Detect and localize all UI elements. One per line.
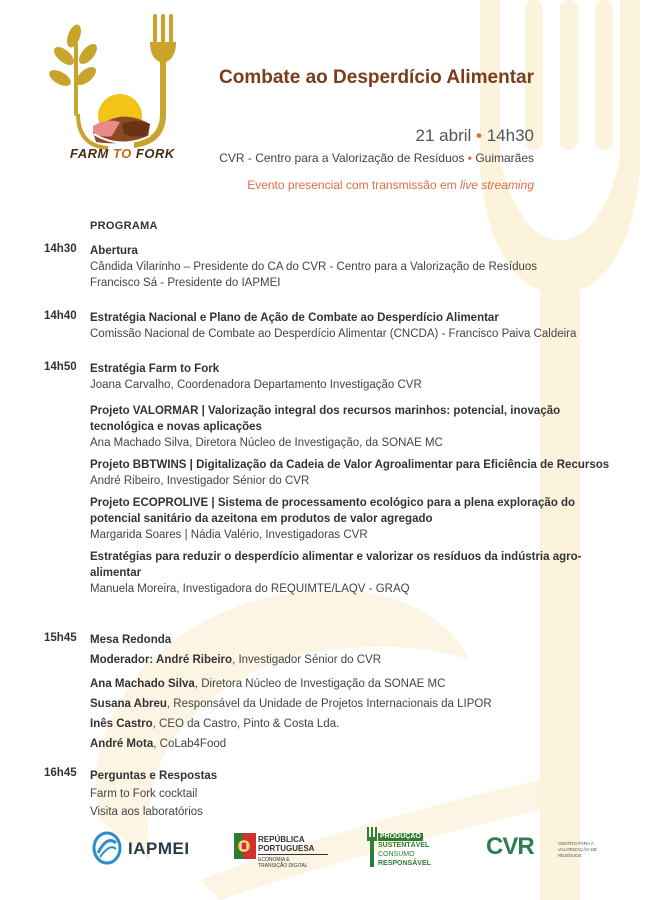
cvr-logo: CVR CENTRO PARA A VALORIZAÇÃO DE RESÍDUOS — [486, 833, 598, 860]
item-title: Estratégia Nacional e Plano de Ação de Combate ao Desperdício Alimentar — [90, 312, 499, 324]
item-title: Estratégia Farm to Fork — [90, 363, 220, 375]
logo-wordmark: FARM TO FORK — [70, 146, 175, 161]
project-title: Projeto BBTWINS | Digitalização da Cadeia de Valor Agroalimentar para Eficiência de Recursos — [90, 459, 610, 471]
panelist: André Mota, CoLab4Food — [90, 738, 227, 750]
item-title: Perguntas e Respostas — [90, 770, 218, 782]
fork-icon — [366, 827, 378, 867]
moderator: Moderador: André Ribeiro, Investigador Sénior do CVR — [90, 654, 382, 666]
event-venue: CVR - Centro para a Valorização de Resíduos • Guimarães — [219, 151, 534, 165]
time-slot: 16h45 — [44, 767, 77, 779]
sub-item — [90, 549, 610, 597]
sub-item — [90, 361, 610, 393]
programme-item-national-strategy — [90, 310, 610, 342]
iapmei-emblem-icon — [92, 831, 122, 865]
project-speaker: Ana Machado Silva, Diretora Núcleo de Investigação, da SONAE MC — [90, 437, 443, 449]
programme-item-farm-to-fork — [90, 361, 610, 597]
time-slot: 14h30 — [44, 243, 77, 255]
page-title: Combate ao Desperdício Alimentar — [219, 67, 534, 88]
project-speaker: André Ribeiro, Investigador Sénior do CVR — [90, 475, 310, 487]
item-line: Farm to Fork cocktail — [90, 788, 198, 800]
republica-portuguesa-logo: REPÚBLICA PORTUGUESA ECONOMIA E TRANSIÇÃO DIGITAL — [234, 829, 334, 871]
partner-logos — [0, 825, 656, 875]
programme-item-round-table — [90, 632, 610, 752]
programme-item-qa — [90, 767, 610, 821]
programme-heading: PROGRAMA — [90, 220, 158, 232]
item-speaker: Comissão Nacional de Combate ao Desperdício Alimentar (CNCDA) - Francisco Paiva Caldeira — [90, 328, 577, 340]
programme-item-opening — [90, 243, 610, 291]
item-speaker: Cândida Vilarinho – Presidente do CA do CVR - Centro para a Valorização de Resíduos — [90, 261, 538, 273]
project-title: Estratégias para reduzir o desperdício alimentar e valorizar os resíduos da indústria agro-alimentar — [90, 551, 582, 579]
event-datetime: 21 abril • 14h30 — [415, 126, 534, 145]
portugal-coat-of-arms-icon — [234, 833, 256, 859]
producao-sustentavel-logo: PRODUÇÃO SUSTENTÁVEL CONSUMO RESPONSÁVEL — [366, 825, 436, 873]
project-title: Projeto VALORMAR | Valorização integral dos recursos marinhos: potencial, inovação tecnológica e novas aplicações — [90, 405, 561, 433]
item-speaker: Francisco Sá - Presidente do IAPMEI — [90, 277, 281, 289]
iapmei-logo: IAPMEI — [92, 831, 202, 867]
panelist: Susana Abreu, Responsável da Unidade de Projetos Internacionais da LIPOR — [90, 698, 492, 710]
sub-item — [90, 457, 610, 489]
project-speaker: Margarida Soares | Nádia Valério, Investigadoras CVR — [90, 529, 368, 541]
sub-item — [90, 495, 610, 543]
farm-to-fork-logo-icon — [38, 14, 188, 164]
time-slot: 14h40 — [44, 310, 77, 322]
item-title: Abertura — [90, 245, 138, 257]
item-speaker: Joana Carvalho, Coordenadora Departamento Investigação CVR — [90, 379, 422, 391]
project-speaker: Manuela Moreira, Investigadora do REQUIMTE/LAQV - GRAQ — [90, 583, 410, 595]
sub-item — [90, 403, 610, 451]
event-note: Evento presencial com transmissão em live streaming — [247, 178, 534, 192]
item-line: Visita aos laboratórios — [90, 806, 203, 818]
item-title: Mesa Redonda — [90, 634, 172, 646]
project-title: Projeto ECOPROLIVE | Sistema de processamento ecológico para a plena exploração do potencial sanitário da azeitona em produtos de valor agregado — [90, 497, 576, 525]
panelist: Ana Machado Silva, Diretora Núcleo de Investigação da SONAE MC — [90, 678, 446, 690]
time-slot: 14h50 — [44, 361, 77, 373]
time-slot: 15h45 — [44, 632, 77, 644]
panelist: Inês Castro, CEO da Castro, Pinto & Costa Lda. — [90, 718, 340, 730]
